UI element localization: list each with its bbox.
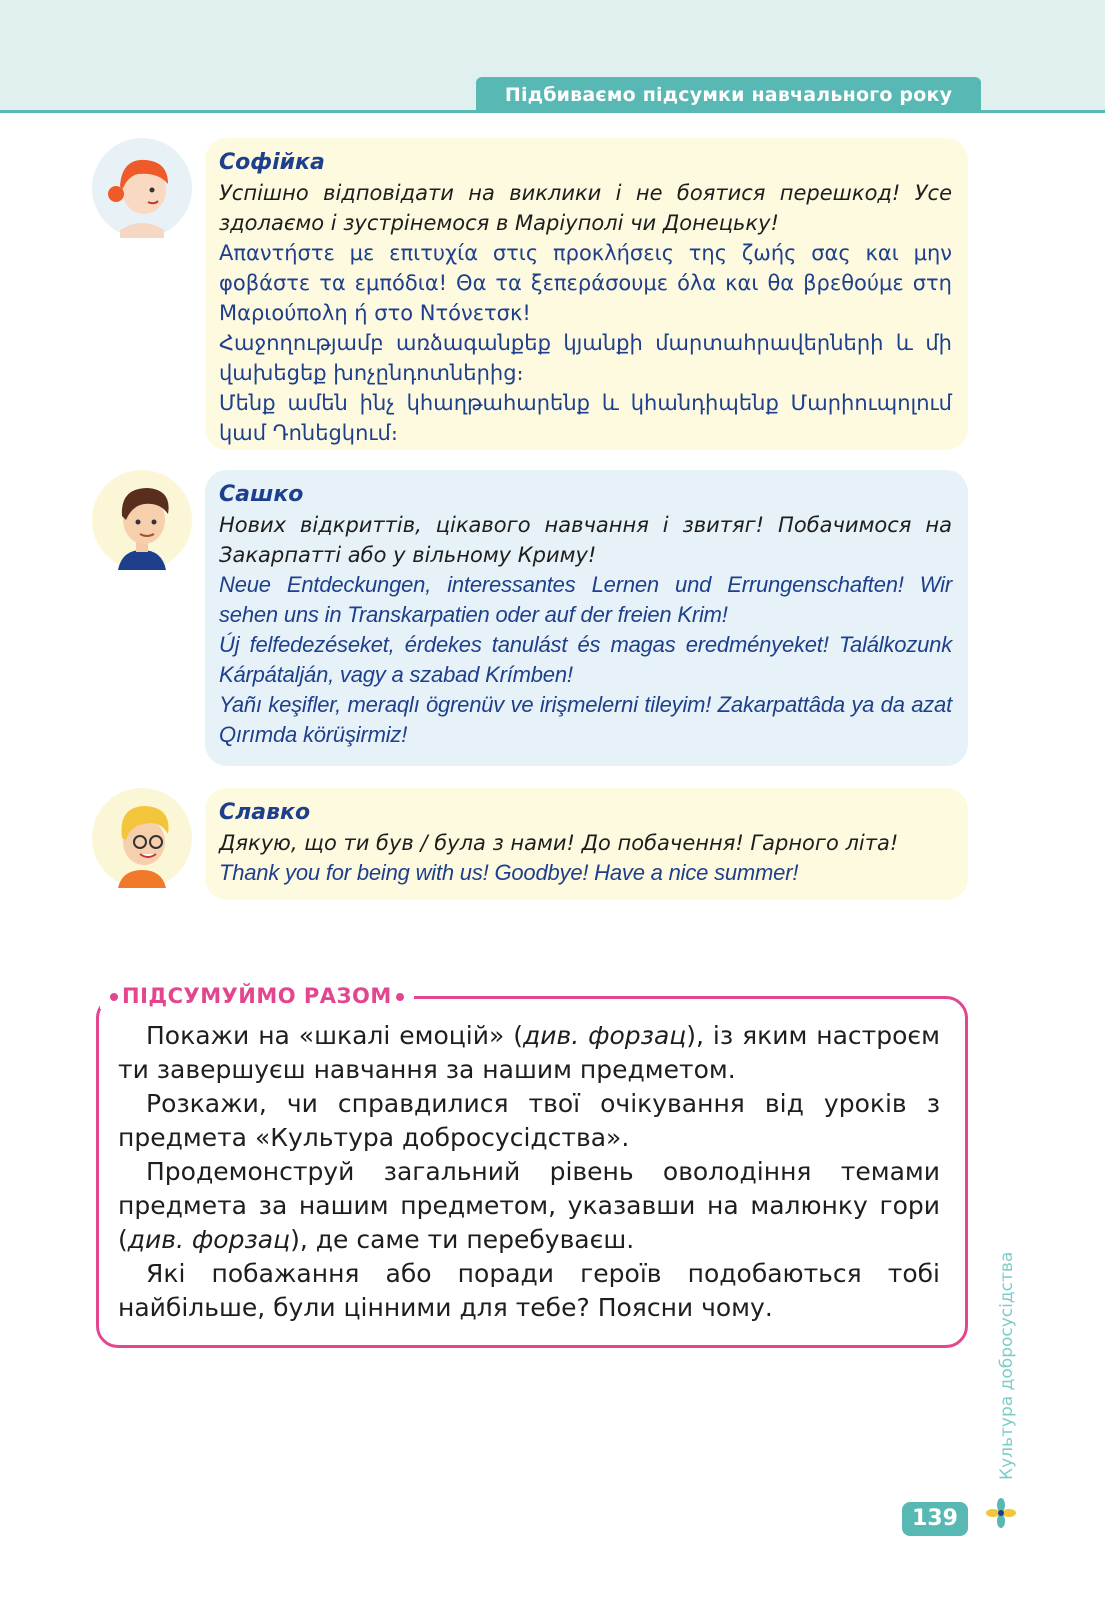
sashko-avatar [92,470,192,570]
text-run: Продемонструй загальний рівень оволодіння темами предмета за нашим предметом, указавши на малюнку гори ( [118,1157,940,1254]
italic-ref: див. форзац [127,1225,291,1254]
text-run: ), із яким настроєм ти завершуєш навчання за нашим предметом. [118,1021,940,1084]
summary-paragraph-1 [118,1019,940,1087]
translation-line: Új felfedezéseket, érdekes tanulást és magas eredményeket! Találkozunk Kárpátalján, vagy a szabad Krímben! [219,632,952,687]
translation-line: Մենք ամեն ինչ կհաղթահարենք և կհանդիպենք Մարիուպոլում կամ Դոնեցկում։ [219,391,952,445]
translation-line: Neue Entdeckungen, interessantes Lernen und Errungenschaften! Wir sehen uns in Transkarpatien oder auf der freien Krim! [219,572,952,627]
summary-title [100,983,414,1009]
chapter-header: Підбиваємо підсумки навчального року [476,77,981,113]
summary-paragraph-3 [118,1155,940,1257]
side-label: Культура добросусідства [997,1251,1017,1480]
text-run: ), де саме ти перебуваєш. [290,1225,635,1254]
text-run: Покажи на «шкалі емоцій» ( [146,1021,523,1050]
translation-line: Հաջողությամբ առձագանքեք կյանքի մարտահրավերների և մի վախեցեք խոչընդոտներից։ [219,331,952,385]
page-number: 139 [902,1502,968,1536]
speaker-name: Софійка [219,150,325,175]
italic-ref: див. форзац [522,1021,687,1050]
summary-paragraph-4: Які побажання або поради героїв подобаються тобі найбільше, були цінними для тебе? Поясни чому. [118,1259,940,1322]
summary-title-text: ПІДСУМУЙМО РАЗОМ [122,984,392,1008]
bullet-dot [396,993,404,1001]
sofiyka-avatar [92,138,192,238]
slavko-avatar [92,788,192,888]
translation-line: Thank you for being with us! Goodbye! Have a nice summer! [219,860,799,885]
bullet-dot [110,993,118,1001]
translation-line: Yañı keşifler, meraqlı ögrenüv ve irişmelerni tileyim! Zakarpattâda ya da azat Qırımda körüşirmiz! [219,692,952,747]
sashko-bubble [205,470,968,766]
ukrainian-line: Нових відкриттів, цікавого навчання і звитяг! Побачимося на Закарпатті або у вільному Криму! [219,513,952,567]
summary-text [118,1019,940,1325]
summary-paragraph-2: Розкажи, чи справдилися твої очікування від уроків з предмета «Культура добросусідства». [118,1089,940,1152]
sofiyka-bubble [205,138,968,450]
speaker-name: Сашко [219,482,304,507]
flower-icon [985,1497,1017,1529]
ukrainian-line: Дякую, що ти був / була з нами! До побачення! Гарного літа! [219,831,899,855]
ukrainian-line: Успішно відповідати на виклики і не боятися перешкод! Усе здолаємо і зустрінемося в Маріуполі чи Донецьку! [219,181,952,235]
slavko-bubble [205,788,968,900]
translation-line: Απαντήστε με επιτυχία στις προκλήσεις της ζωής σας και μην φοβάστε τα εμπόδια! Θα τα ξεπεράσουμε όλα και θα βρεθούμε στη Μαριούπολη ή στο Ντόνετσκ! [219,241,952,325]
speaker-name: Славко [219,800,311,825]
